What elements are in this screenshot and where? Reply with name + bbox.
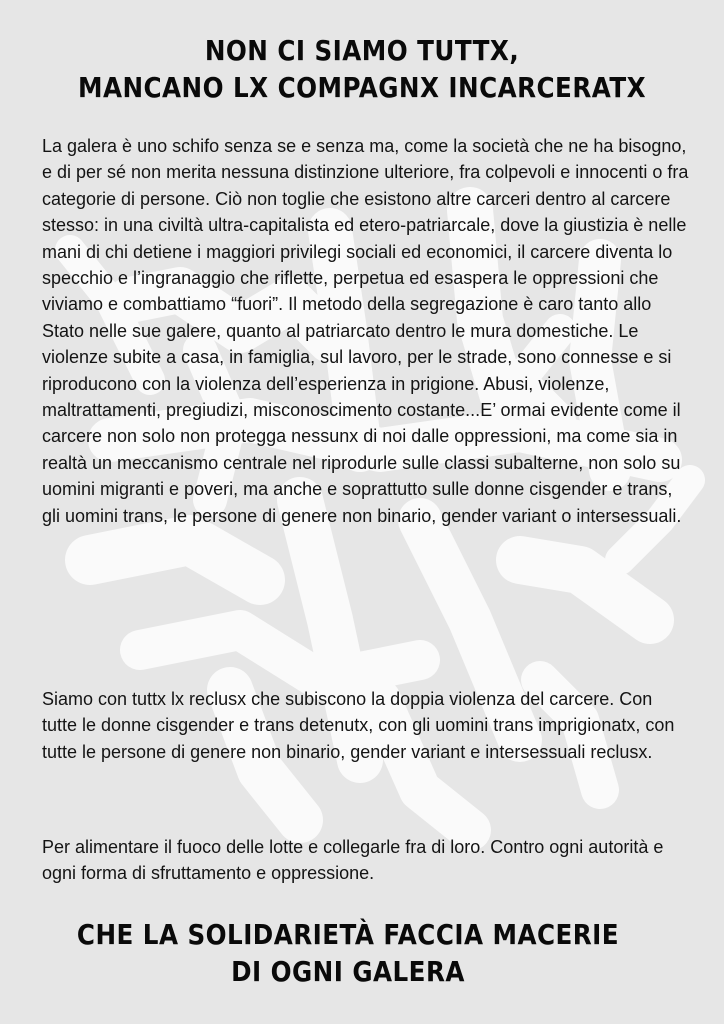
body-paragraph-2: Siamo con tuttx lx reclusx che subiscono la doppia violenza del carcere. Con tutte le donne cisgender e trans detenutx, con gli uomini trans imprigionatx, con tutte le persone di genere non binario, gender variant e intersessuali reclusx.	[42, 689, 675, 762]
flyer-title	[43, 32, 680, 106]
brush-stroke	[90, 540, 260, 580]
title-line-1: NON CI SIAMO TUTTX,	[204, 34, 520, 67]
closing-line-2: DI OGNI GALERA	[231, 955, 465, 988]
closing-line-1: CHE LA SOLIDARIETÀ FACCIA MACERIE	[76, 918, 620, 951]
title-line-2: MANCANO LX COMPAGNX INCARCERATX	[77, 71, 647, 104]
body-paragraph-3: Per alimentare il fuoco delle lotte e collegarle fra di loro. Contro ogni autorità e ogni forma di sfruttamento e oppressione.	[42, 837, 664, 884]
brush-stroke	[140, 630, 420, 680]
body-paragraph-1: La galera è uno schifo senza se e senza ma, come la società che ne ha bisogno, e di per sé non merita nessuna distinzione ulteriore, fra colpevoli e innocenti o fra categorie di persone. Ciò non toglie che esistono altre carceri dentro al carcere stesso: in una civiltà ultra-capitalista ed etero-patriarcale, dove la giustizia è nelle mani di chi detiene i maggiori privilegi sociali ed economici, il carcere diventa lo specchio e l’ingranaggio che riflette, perpetua ed esaspera le oppressioni che viviamo e combattiamo “fuori”. Il metodo della segregazione è caro tanto allo Stato nelle sue galere, quanto al patriarcato dentro le mura domestiche. Le violenze subite a casa, in famiglia, sul lavoro, per le strade, sono connesse e si riproducono con la violenza dell’esperienza in prigione. Abusi, violenze, maltrattamenti, pregiudizi, misconoscimento costante...E’ ormai evidente come il carcere non solo non protegga nessunx di noi dalle oppressioni, ma come sia in realtà un meccanismo centrale nel riprodurle sulle classi subalterne, non solo su uomini migranti e poveri, ma anche e soprattutto sulle donne cisgender e trans, gli uomini trans, le persone di genere non binario, gender variant o intersessuali.	[42, 136, 689, 526]
closing-slogan	[29, 916, 666, 990]
